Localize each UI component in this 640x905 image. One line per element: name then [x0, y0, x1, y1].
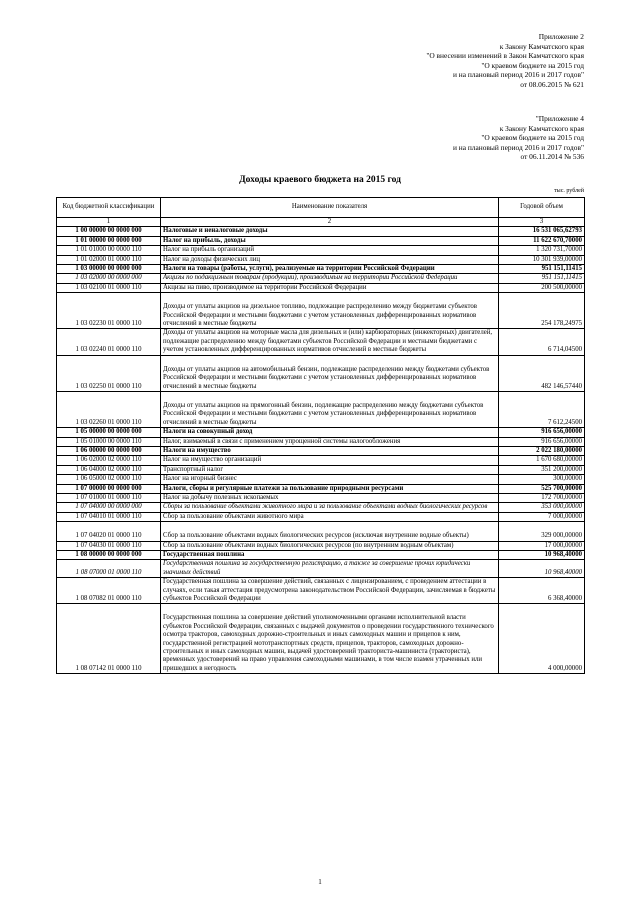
table-row	[57, 551, 585, 560]
row-name: Налог на прибыль организаций	[161, 246, 499, 255]
row-amount: 10 301 939,00000	[499, 255, 585, 264]
row-code: 1 07 00000 00 0000 000	[57, 484, 161, 493]
row-code: 1 08 07082 01 0000 110	[57, 578, 161, 604]
row-amount: 172 700,00000	[499, 493, 585, 502]
table-row	[57, 493, 585, 502]
row-amount: 6 368,40000	[499, 578, 585, 604]
document-title: Доходы краевого бюджета на 2015 год	[239, 175, 401, 185]
row-name: Налог на игорный бизнес	[161, 475, 499, 484]
row-code: 1 06 05000 02 0000 110	[57, 475, 161, 484]
table-row	[57, 227, 585, 236]
column-number-3: 3	[499, 218, 585, 227]
row-code: 1 01 01000 00 0000 110	[57, 246, 161, 255]
row-amount: 10 968,40000	[499, 560, 585, 578]
table-row	[57, 604, 585, 674]
row-amount: 482 146,57440	[499, 355, 585, 391]
row-code: 1 07 04000 00 0000 000	[57, 503, 161, 512]
row-amount: 329 000,00000	[499, 522, 585, 541]
row-amount: 916 656,00000	[499, 428, 585, 437]
row-code: 1 03 02230 01 0000 110	[57, 293, 161, 329]
table-body	[57, 227, 585, 674]
table-row	[57, 578, 585, 604]
table-row	[57, 428, 585, 437]
table-row	[57, 484, 585, 493]
table-row	[57, 512, 585, 521]
header-line: Приложение 2	[538, 32, 584, 41]
table-row	[57, 293, 585, 329]
row-code: 1 03 02100 01 0000 110	[57, 283, 161, 292]
row-amount: 10 968,40000	[499, 551, 585, 560]
header-line: "Приложение 4	[535, 114, 584, 123]
units-label: тыс. рублей	[554, 188, 584, 194]
appendix-2-header	[426, 32, 584, 90]
table-row	[57, 541, 585, 550]
header-line: "О краевом бюджете на 2015 год	[481, 133, 584, 143]
row-code: 1 07 04030 01 0000 110	[57, 541, 161, 550]
row-name: Сборы за пользование объектами животного мира и за пользование объектами водных биологических ресурсов	[161, 503, 499, 512]
header-line: и на плановый период 2016 и 2017 годов"	[452, 70, 584, 80]
row-amount: 7 612,24500	[499, 391, 585, 427]
appendix-4-header	[453, 114, 584, 162]
row-name: Доходы от уплаты акцизов на прямогонный бензин, подлежащие распределению между бюджетами субъектов Российской Федерации и местными бюджетами с учетом установленных дифференцированных нормативов отчислений в местные бюджеты	[161, 391, 499, 427]
revenue-table	[56, 197, 585, 674]
table-header-row	[57, 198, 585, 218]
row-name: Транспортный налог	[161, 465, 499, 474]
row-name: Налоговые и неналоговые доходы	[161, 227, 499, 236]
row-name: Налог на прибыль, доходы	[161, 236, 499, 245]
table-row	[57, 456, 585, 465]
row-code: 1 03 02250 01 0000 110	[57, 355, 161, 391]
row-code: 1 05 01000 00 0000 110	[57, 437, 161, 446]
header-line: от 08.06.2015 № 621	[520, 79, 584, 89]
row-code: 1 08 07142 01 0000 110	[57, 604, 161, 674]
table-row	[57, 503, 585, 512]
row-name: Государственная пошлина за совершение действий уполномоченными органами исполнительной власти субъектов Российской Федерации, связанных с выдачей документов о проведении государственного технического осмотра тракторов, самоходных дорожно-строительных и иных самоходных машин и прицепов к ним, государственной регистрацией мототранспортных средств, прицепов, тракторов, самоходных дорожно-строительных и иных самоходных машин, выдачей удостоверений тракториста-машиниста (тракториста), временных удостоверений на право управления самоходными машинами, в том числе взамен утраченных или пришедших в негодность	[161, 604, 499, 674]
row-amount: 525 700,00000	[499, 484, 585, 493]
header-line: "О краевом бюджете на 2015 год	[481, 60, 584, 70]
page-number: 1	[318, 878, 322, 886]
row-name: Налог на добычу полезных ископаемых	[161, 493, 499, 502]
row-code: 1 01 02000 01 0000 110	[57, 255, 161, 264]
header-line: от 06.11.2014 № 536	[520, 152, 584, 162]
header-line: к Закону Камчатского края	[499, 41, 584, 51]
table-row	[57, 522, 585, 541]
row-amount: 916 656,00000	[499, 437, 585, 446]
table-row	[57, 283, 585, 292]
row-amount: 4 000,00000	[499, 604, 585, 674]
row-amount: 1 670 680,00000	[499, 456, 585, 465]
row-name: Государственная пошлина за государственную регистрацию, а также за совершение прочих юридически значимых действий	[161, 560, 499, 578]
row-name: Налоги на имущество	[161, 446, 499, 455]
row-amount: 300,00000	[499, 475, 585, 484]
table-row	[57, 465, 585, 474]
row-name: Государственная пошлина за совершение действий, связанных с лицензированием, с проведением аттестации в случаях, если такая аттестация предусмотрена законодательством Российской Федерации, зачисляемая в бюджеты субъектов Российской Федерации	[161, 578, 499, 604]
row-amount: 353 000,00000	[499, 503, 585, 512]
table-row	[57, 246, 585, 255]
header-line: "О внесении изменений в Закон Камчатского края	[426, 51, 584, 61]
row-name: Доходы от уплаты акцизов на автомобильный бензин, подлежащие распределению между бюджетами субъектов Российской Федерации и местными бюджетами с учетом установленных дифференцированных нормативов отчислений в местные бюджеты	[161, 355, 499, 391]
column-number-1: 1	[57, 218, 161, 227]
row-code: 1 06 04000 02 0000 110	[57, 465, 161, 474]
row-name: Акцизы на пиво, производимое на территории Российской Федерации	[161, 283, 499, 292]
row-name: Налоги, сборы и регулярные платежи за пользование природными ресурсами	[161, 484, 499, 493]
row-code: 1 08 00000 00 0000 000	[57, 551, 161, 560]
row-code: 1 05 00000 00 0000 000	[57, 428, 161, 437]
row-name: Сбор за пользование объектами водных биологических ресурсов (исключая внутренние водные объекты)	[161, 522, 499, 541]
row-code: 1 07 04020 01 0000 110	[57, 522, 161, 541]
row-code: 1 03 02000 00 0000 000	[57, 274, 161, 283]
header-code: Код бюджетной классификации	[57, 198, 161, 218]
row-code: 1 06 00000 00 0000 000	[57, 446, 161, 455]
row-name: Сбор за пользование объектами животного мира	[161, 512, 499, 521]
table-row	[57, 236, 585, 245]
row-amount: 6 714,04500	[499, 329, 585, 355]
table-row	[57, 255, 585, 264]
row-name: Государственная пошлина	[161, 551, 499, 560]
table-row	[57, 391, 585, 427]
row-amount: 200 500,00000	[499, 283, 585, 292]
row-amount: 351 200,00000	[499, 465, 585, 474]
row-name: Доходы от уплаты акцизов на моторные масла для дизельных и (или) карбюраторных (инжекторных) двигателей, подлежащие распределению между бюджетами субъектов Российской Федерации и местными бюджетами с учетом установленных дифференцированных нормативов отчислений в местные бюджеты	[161, 329, 499, 355]
column-number-row	[57, 218, 585, 227]
row-code: 1 07 01000 01 0000 110	[57, 493, 161, 502]
row-amount: 16 531 065,62793	[499, 227, 585, 236]
row-code: 1 01 00000 00 0000 000	[57, 236, 161, 245]
header-line: к Закону Камчатского края	[499, 123, 584, 133]
header-amount: Годовой объем	[499, 198, 585, 218]
row-amount: 1 320 731,70000	[499, 246, 585, 255]
row-code: 1 03 00000 00 0000 000	[57, 265, 161, 274]
table-row	[57, 475, 585, 484]
row-amount: 951 151,11415	[499, 274, 585, 283]
row-name: Налог на доходы физических лиц	[161, 255, 499, 264]
row-name: Налоги на совокупный доход	[161, 428, 499, 437]
row-amount: 7 000,00000	[499, 512, 585, 521]
row-amount: 951 151,11415	[499, 265, 585, 274]
table-row	[57, 329, 585, 355]
row-amount: 11 622 670,70000	[499, 236, 585, 245]
row-code: 1 07 04010 01 0000 110	[57, 512, 161, 521]
table-row	[57, 274, 585, 283]
row-name: Налог на имущество организаций	[161, 456, 499, 465]
table-row	[57, 446, 585, 455]
row-code: 1 03 02260 01 0000 110	[57, 391, 161, 427]
column-number-2: 2	[161, 218, 499, 227]
row-name: Налог, взимаемый в связи с применением упрощенной системы налогообложения	[161, 437, 499, 446]
row-amount: 2 022 180,00000	[499, 446, 585, 455]
table-row	[57, 560, 585, 578]
row-amount: 254 178,24975	[499, 293, 585, 329]
row-code: 1 06 02000 02 0000 110	[57, 456, 161, 465]
table-row	[57, 437, 585, 446]
row-code: 1 08 07000 01 0000 110	[57, 560, 161, 578]
row-name: Акцизы по подакцизным товарам (продукции), производимым на территории Российской Федерации	[161, 274, 499, 283]
row-code: 1 00 00000 00 0000 000	[57, 227, 161, 236]
table-row	[57, 355, 585, 391]
row-name: Доходы от уплаты акцизов на дизельное топливо, подлежащие распределению между бюджетами субъектов Российской Федерации и местными бюджетами с учетом установленных дифференцированных нормативов отчислений в местные бюджеты	[161, 293, 499, 329]
table-row	[57, 265, 585, 274]
row-name: Налоги на товары (работы, услуги), реализуемые на территории Российской Федерации	[161, 265, 499, 274]
row-amount: 17 000,00000	[499, 541, 585, 550]
header-line: и на плановый период 2016 и 2017 годов"	[452, 142, 584, 152]
row-name: Сбор за пользование объектами водных биологических ресурсов (по внутренним водным объектам)	[161, 541, 499, 550]
header-name: Наименование показателя	[161, 198, 499, 218]
row-code: 1 03 02240 01 0000 110	[57, 329, 161, 355]
